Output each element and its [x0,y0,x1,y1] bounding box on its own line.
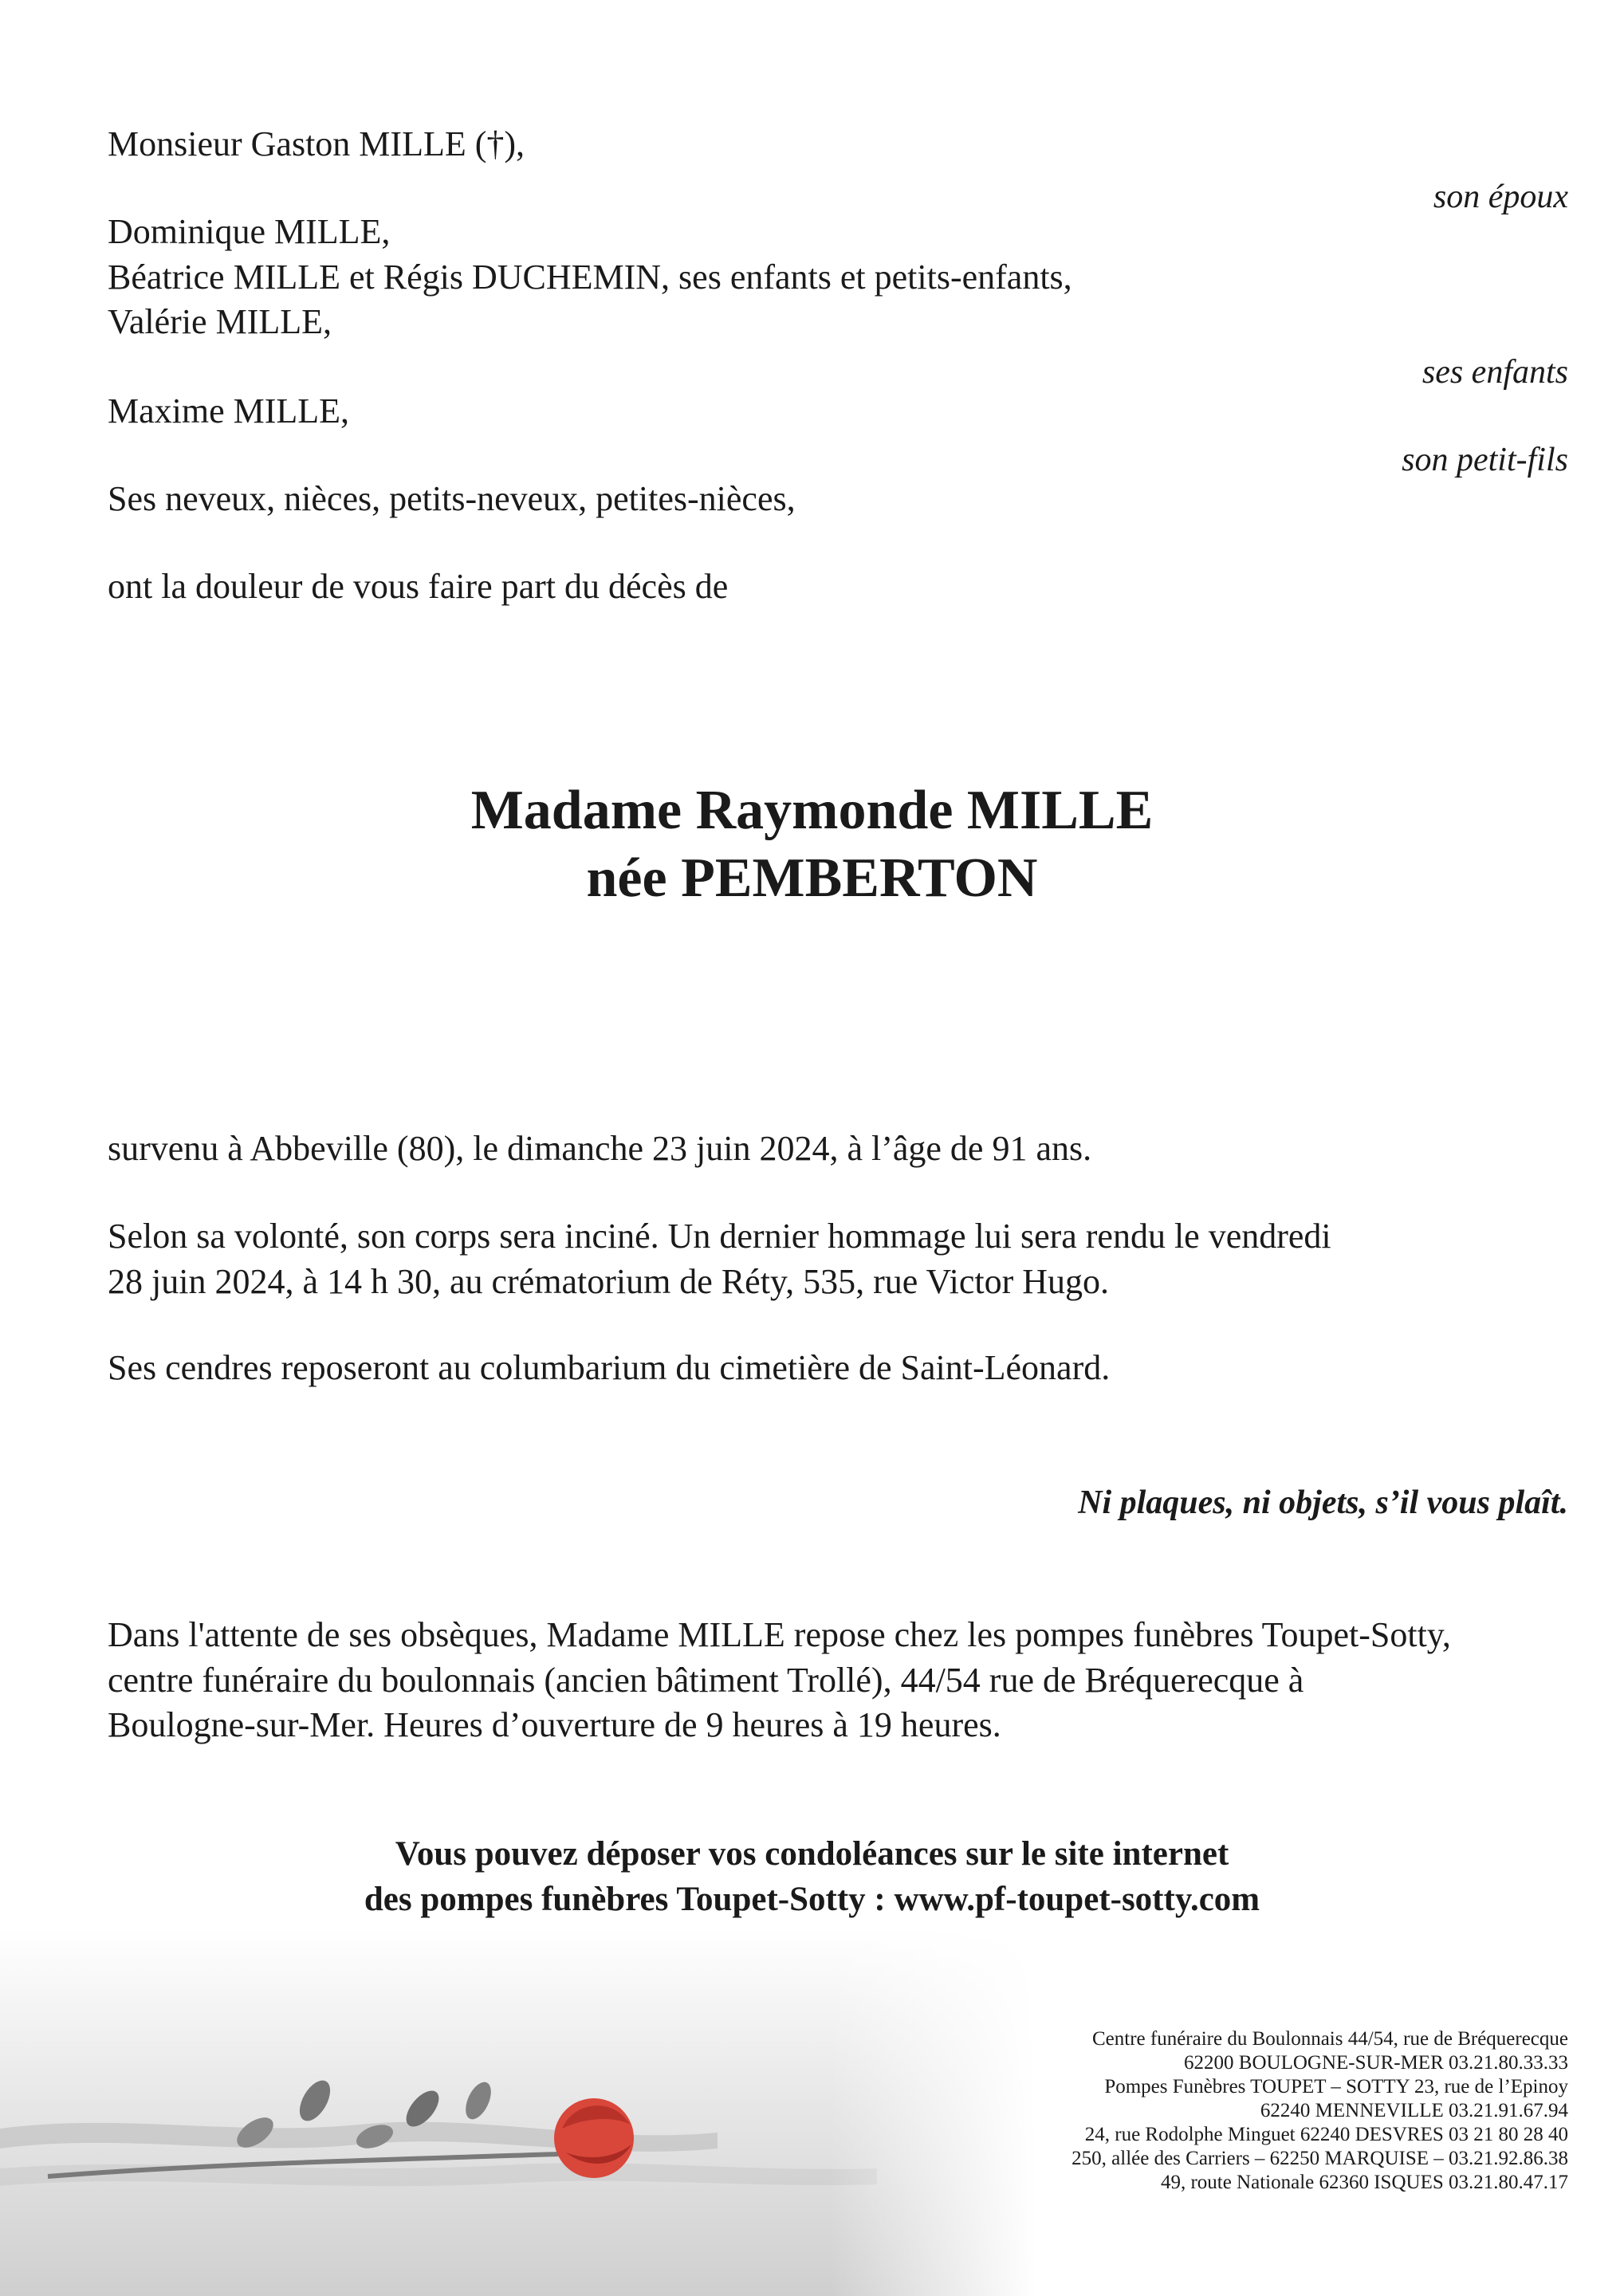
footer-line: 250, allée des Carriers – 62250 MARQUISE – 03.21.92.86.38 [1072,2148,1568,2169]
role-children: ses enfants [1421,354,1568,391]
rose-on-beach-image [0,1929,1036,2296]
family-line-husband: Monsieur Gaston MILLE (†), [108,124,525,163]
footer-line: Pompes Funèbres TOUPET – SOTTY 23, rue de l’Epinoy [1104,2076,1568,2097]
ceremony-line-1: Selon sa volonté, son corps sera inciné. Un dernier hommage lui sera rendu le vendredi [108,1217,1331,1256]
footer-line: 24, rue Rodolphe Minguet 62240 DESVRES 03 21 80 28 40 [1084,2124,1568,2145]
ceremony-line-2: 28 juin 2024, à 14 h 30, au crématorium de Réty, 535, rue Victor Hugo. [108,1262,1109,1301]
funeral-home-addresses [1072,2029,1568,2196]
no-flowers-note: Ni plaques, ni objets, s’il vous plaît. [1078,1484,1568,1521]
rest-line-1: Dans l'attente de ses obsèques, Madame MILLE repose chez les pompes funèbres Toupet-Sotty, [108,1615,1451,1654]
announcement-line: ont la douleur de vous faire part du décès de [108,567,729,606]
family-line-beatrice: Béatrice MILLE et Régis DUCHEMIN, ses enfants et petits-enfants, [108,258,1072,297]
condolences-line-1: Vous pouvez déposer vos condoléances sur le site internet [395,1835,1229,1873]
condolences-line-2: des pompes funèbres Toupet-Sotty : www.pf-toupet-sotty.com [364,1881,1260,1918]
family-line-maxime: Maxime MILLE, [108,391,350,431]
rest-line-2: centre funéraire du boulonnais (ancien bâtiment Trollé), 44/54 rue de Bréquerecque à [108,1661,1304,1700]
footer-line: 62200 BOULOGNE-SUR-MER 03.21.80.33.33 [1184,2052,1568,2074]
deceased-maiden-name: née PEMBERTON [586,847,1038,909]
role-spouse: son époux [1433,179,1568,215]
family-line-dominique: Dominique MILLE, [108,212,391,251]
family-line-valerie: Valérie MILLE, [108,302,332,341]
deceased-name: Madame Raymonde MILLE [470,780,1154,841]
rest-line-3: Boulogne-sur-Mer. Heures d’ouverture de 9 heures à 19 heures. [108,1705,1001,1744]
role-grandson: son petit-fils [1402,442,1568,478]
ashes-line: Ses cendres reposeront au columbarium du cimetière de Saint-Léonard. [108,1348,1111,1387]
footer-line: Centre funéraire du Boulonnais 44/54, rue de Bréquerecque [1091,2028,1568,2050]
death-details: survenu à Abbeville (80), le dimanche 23 juin 2024, à l’âge de 91 ans. [108,1129,1092,1168]
family-line-relatives: Ses neveux, nièces, petits-neveux, petites-nièces, [108,479,796,518]
footer-line: 62240 MENNEVILLE 03.21.91.67.94 [1260,2100,1568,2121]
footer-line: 49, route Nationale 62360 ISQUES 03.21.80.47.17 [1160,2172,1568,2193]
